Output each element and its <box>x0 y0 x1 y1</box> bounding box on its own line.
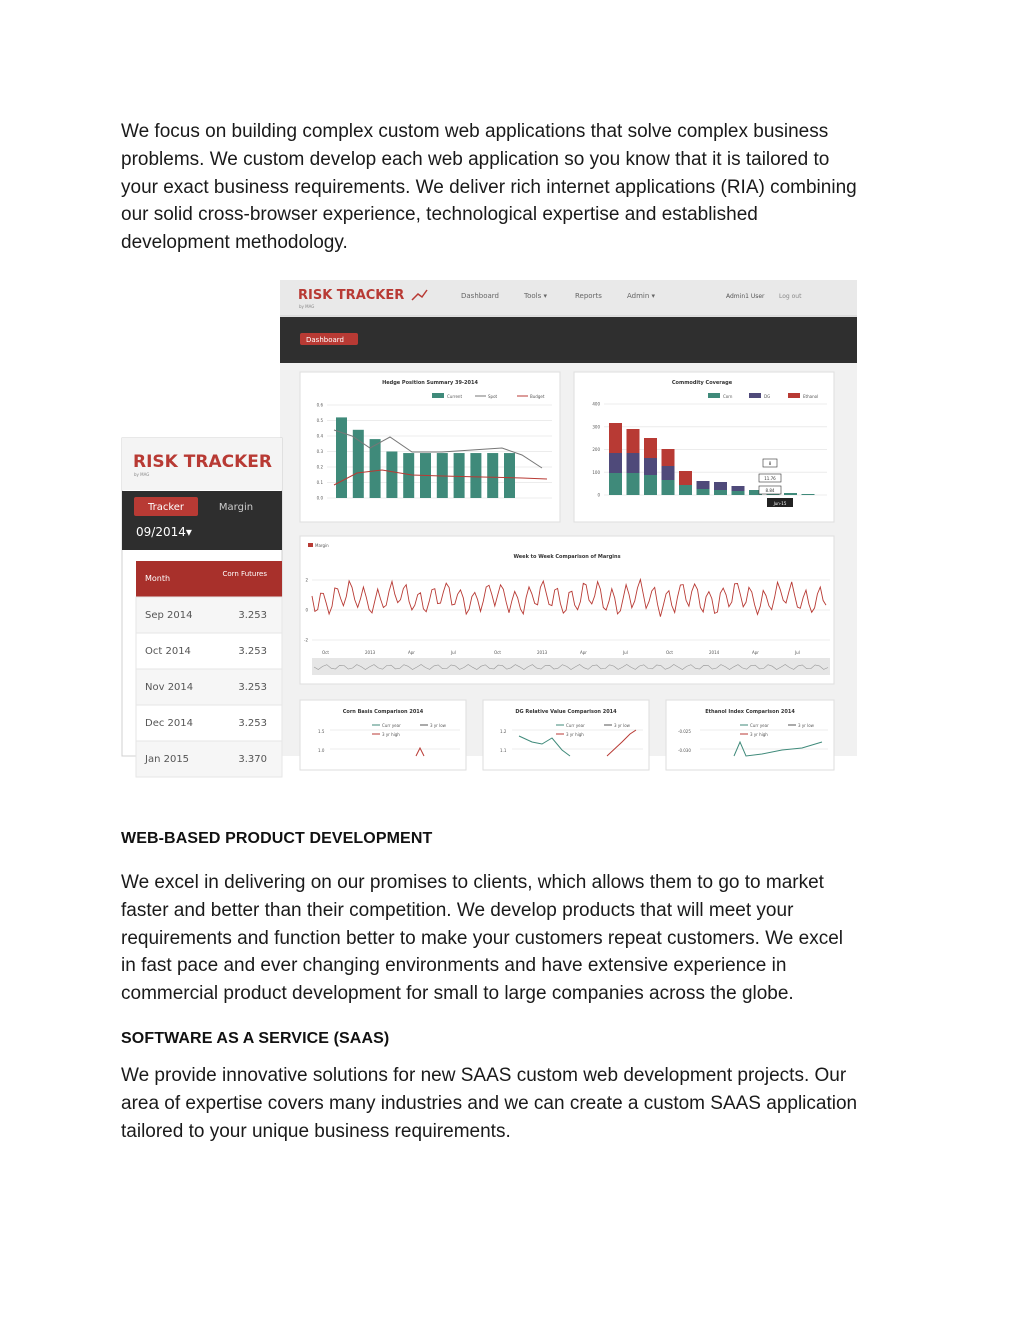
ethanol-legend: 3 yr low <box>798 723 814 728</box>
intro-line: development methodology. <box>121 232 348 254</box>
margin-ytick: -2 <box>304 637 308 643</box>
ethanol-ytick: -0.030 <box>678 748 691 753</box>
ethanol-legend: 3 yr high <box>750 732 768 737</box>
commodity-legend-ethanol: Ethanol <box>803 394 819 399</box>
mobile-month-cell: Oct 2014 <box>145 646 191 657</box>
corn-ytick: 1.0 <box>318 748 325 753</box>
tooltip-date-label: Jun-15 <box>773 501 787 506</box>
hedge-bar <box>336 417 347 498</box>
saas-line: area of expertise covers many industries and we can create a custom SAAS application <box>121 1092 858 1114</box>
commodity-legend-dg: DG <box>764 394 771 399</box>
commodity-bar <box>644 475 657 495</box>
mobile-brand: RISK TRACKER <box>133 452 272 472</box>
hedge-bar <box>403 453 414 498</box>
commodity-legend-corn: Corn <box>723 394 733 399</box>
hedge-legend-spot: Spot <box>488 394 498 399</box>
mobile-table-body <box>136 597 282 777</box>
dark-toolbar <box>280 317 857 363</box>
margin-ytick: 2 <box>305 577 308 583</box>
commodity-bar <box>662 449 675 466</box>
intro-line: problems. We custom develop each web application so you know that it is tailored to <box>121 148 830 170</box>
tab-tracker-label: Tracker <box>147 502 185 513</box>
commodity-bar <box>609 453 622 473</box>
margin-xtick: 2013 <box>365 650 376 655</box>
ethanol-ytick: -0.025 <box>678 729 691 734</box>
margin-xtick: Apr <box>408 650 415 655</box>
commodity-bar <box>714 490 727 495</box>
margin-legend: Margin <box>315 543 329 548</box>
mobile-brand-sub: by MAG <box>134 472 150 477</box>
margin-xtick: Apr <box>580 650 587 655</box>
commodity-ytick: 0 <box>597 492 600 498</box>
intro-line: your exact business requirements. We deliver rich internet applications (RIA) combining <box>121 176 857 198</box>
commodity-bar <box>732 486 745 491</box>
dg-legend: Curr year <box>566 723 585 728</box>
dg-chart-title: DG Relative Value Comparison 2014 <box>515 709 617 715</box>
mobile-value-cell: 3.370 <box>238 754 267 765</box>
mobile-app-window <box>122 438 282 777</box>
corn-ytick: 1.5 <box>318 729 325 734</box>
mobile-month-cell: Sep 2014 <box>145 610 193 621</box>
commodity-bar <box>679 471 692 485</box>
logout-link[interactable]: Log out <box>779 293 802 300</box>
hedge-bar <box>454 453 465 498</box>
commodity-bar <box>644 438 657 458</box>
desktop-app-window <box>280 280 857 770</box>
hedge-bar <box>487 453 498 498</box>
tooltip-value: 8.84 <box>765 488 775 493</box>
commodity-bar <box>627 429 640 453</box>
app-brand-sub: by MAG <box>299 304 315 309</box>
margin-ytick: 0 <box>305 607 308 613</box>
dg-ytick: 1.1 <box>500 748 507 753</box>
tooltip-value: 8 <box>768 461 772 466</box>
intro-paragraph <box>121 118 911 257</box>
margin-xtick: 2014 <box>709 650 720 655</box>
web-line: commercial product development for small to large companies across the globe. <box>121 983 794 1005</box>
mobile-month-cell: Nov 2014 <box>145 682 194 693</box>
web-line: in fast pace and ever changing environments and have extensive experience in <box>121 955 787 977</box>
margin-xtick: Jul <box>623 650 628 655</box>
corn-legend: Curr year <box>382 723 401 728</box>
mobile-month-cell: Dec 2014 <box>145 718 193 729</box>
commodity-ytick: 100 <box>592 469 600 475</box>
nav-dashboard[interactable]: Dashboard <box>461 292 499 300</box>
hedge-ytick: 0.6 <box>316 402 323 408</box>
web-line: requirements and function better to make your customers repeat customers. We excel <box>121 927 843 949</box>
hedge-ytick: 0.3 <box>316 449 323 454</box>
dg-legend: 3 yr high <box>566 732 584 737</box>
col-corn: Corn Futures <box>222 570 267 578</box>
margin-chart-title: Week to Week Comparison of Margins <box>513 554 621 560</box>
hedge-legend-budget: Budget <box>530 394 545 399</box>
hedge-bar <box>470 453 481 498</box>
tooltip-value: 11.76 <box>764 476 776 481</box>
commodity-bar <box>697 481 710 489</box>
margin-xtick: 2013 <box>537 650 548 655</box>
hedge-ytick: 0.5 <box>316 418 323 423</box>
mobile-value-cell: 3.253 <box>238 718 267 729</box>
margin-xtick: Oct <box>666 650 673 655</box>
commodity-bar <box>609 473 622 495</box>
dashboard-button-label: Dashboard <box>306 336 344 344</box>
commodity-bar <box>697 489 710 495</box>
dg-legend: 3 yr low <box>614 723 630 728</box>
commodity-bar <box>679 485 692 495</box>
hedge-chart-title: Hedge Position Summary 39-2014 <box>382 380 478 386</box>
risk-tracker-screenshot <box>122 280 857 765</box>
app-brand: RISK TRACKER <box>298 288 405 303</box>
nav-reports[interactable]: Reports <box>575 292 602 300</box>
intro-line: our solid cross-browser experience, technological expertise and established <box>121 204 758 226</box>
nav-tools[interactable]: Tools ▾ <box>524 292 547 300</box>
margin-xtick: Oct <box>494 650 501 655</box>
hedge-bar <box>504 453 515 498</box>
commodity-ytick: 200 <box>592 447 600 452</box>
ethanol-legend: Curr year <box>750 723 769 728</box>
commodity-bar <box>627 473 640 495</box>
tab-margin[interactable]: Margin <box>218 502 254 513</box>
commodity-bar <box>802 494 815 495</box>
commodity-ytick: 400 <box>592 401 600 407</box>
margin-range-navigator[interactable] <box>312 658 830 675</box>
web-section-paragraph <box>121 869 911 1008</box>
commodity-bar <box>732 491 745 495</box>
hedge-ytick: 0.2 <box>316 464 323 470</box>
user-name[interactable]: Admin1 User <box>726 293 765 300</box>
commodity-bar <box>714 482 727 490</box>
mobile-value-cell: 3.253 <box>238 682 267 693</box>
margin-xtick: Jul <box>451 650 456 655</box>
hedge-legend-current: Current <box>447 394 463 399</box>
hedge-ytick: 0.4 <box>316 433 323 439</box>
dg-ytick: 1.2 <box>500 729 507 734</box>
saas-line: We provide innovative solutions for new SAAS custom web development projects. Our <box>121 1065 847 1086</box>
commodity-chart-title: Commodity Coverage <box>671 380 733 386</box>
period-dropdown[interactable]: 09/2014▾ <box>136 525 192 539</box>
commodity-bar <box>627 453 640 473</box>
hedge-bar <box>386 452 397 499</box>
margin-xtick: Oct <box>322 650 329 655</box>
col-month: Month <box>145 574 171 583</box>
web-line: We excel in delivering on our promises to clients, which allows them to go to market <box>121 872 824 893</box>
saas-section-paragraph <box>121 1062 911 1145</box>
mobile-value-cell: 3.253 <box>238 610 267 621</box>
nav-admin[interactable]: Admin ▾ <box>627 292 656 300</box>
web-line: faster and better than their competition. We develop products that will meet your <box>121 899 794 921</box>
commodity-bar <box>662 466 675 480</box>
saas-section-heading: SOFTWARE AS A SERVICE (SAAS) <box>121 1030 390 1047</box>
hedge-ytick: 0.0 <box>316 495 323 501</box>
mobile-month-cell: Jan 2015 <box>145 754 190 765</box>
corn-legend: 3 yr low <box>430 723 446 728</box>
mobile-value-cell: 3.253 <box>238 646 267 657</box>
corn-chart-title: Corn Basis Comparison 2014 <box>342 709 424 715</box>
commodity-bar <box>609 423 622 453</box>
intro-line: We focus on building complex custom web applications that solve complex business <box>121 121 829 142</box>
margin-xtick: Jul <box>795 650 800 655</box>
hedge-bar <box>370 439 381 498</box>
commodity-ytick: 300 <box>592 424 600 430</box>
hedge-ytick: 0.1 <box>316 480 323 485</box>
commodity-bar <box>644 458 657 475</box>
saas-line: tailored to your unique business requirements. <box>121 1120 511 1142</box>
commodity-bar <box>784 493 797 495</box>
corn-legend: 3 yr high <box>382 732 400 737</box>
commodity-bar <box>662 480 675 495</box>
margin-xtick: Apr <box>752 650 759 655</box>
ethanol-chart-title: Ethanol Index Comparison 2014 <box>705 709 795 715</box>
web-section-heading: WEB-BASED PRODUCT DEVELOPMENT <box>121 830 433 847</box>
